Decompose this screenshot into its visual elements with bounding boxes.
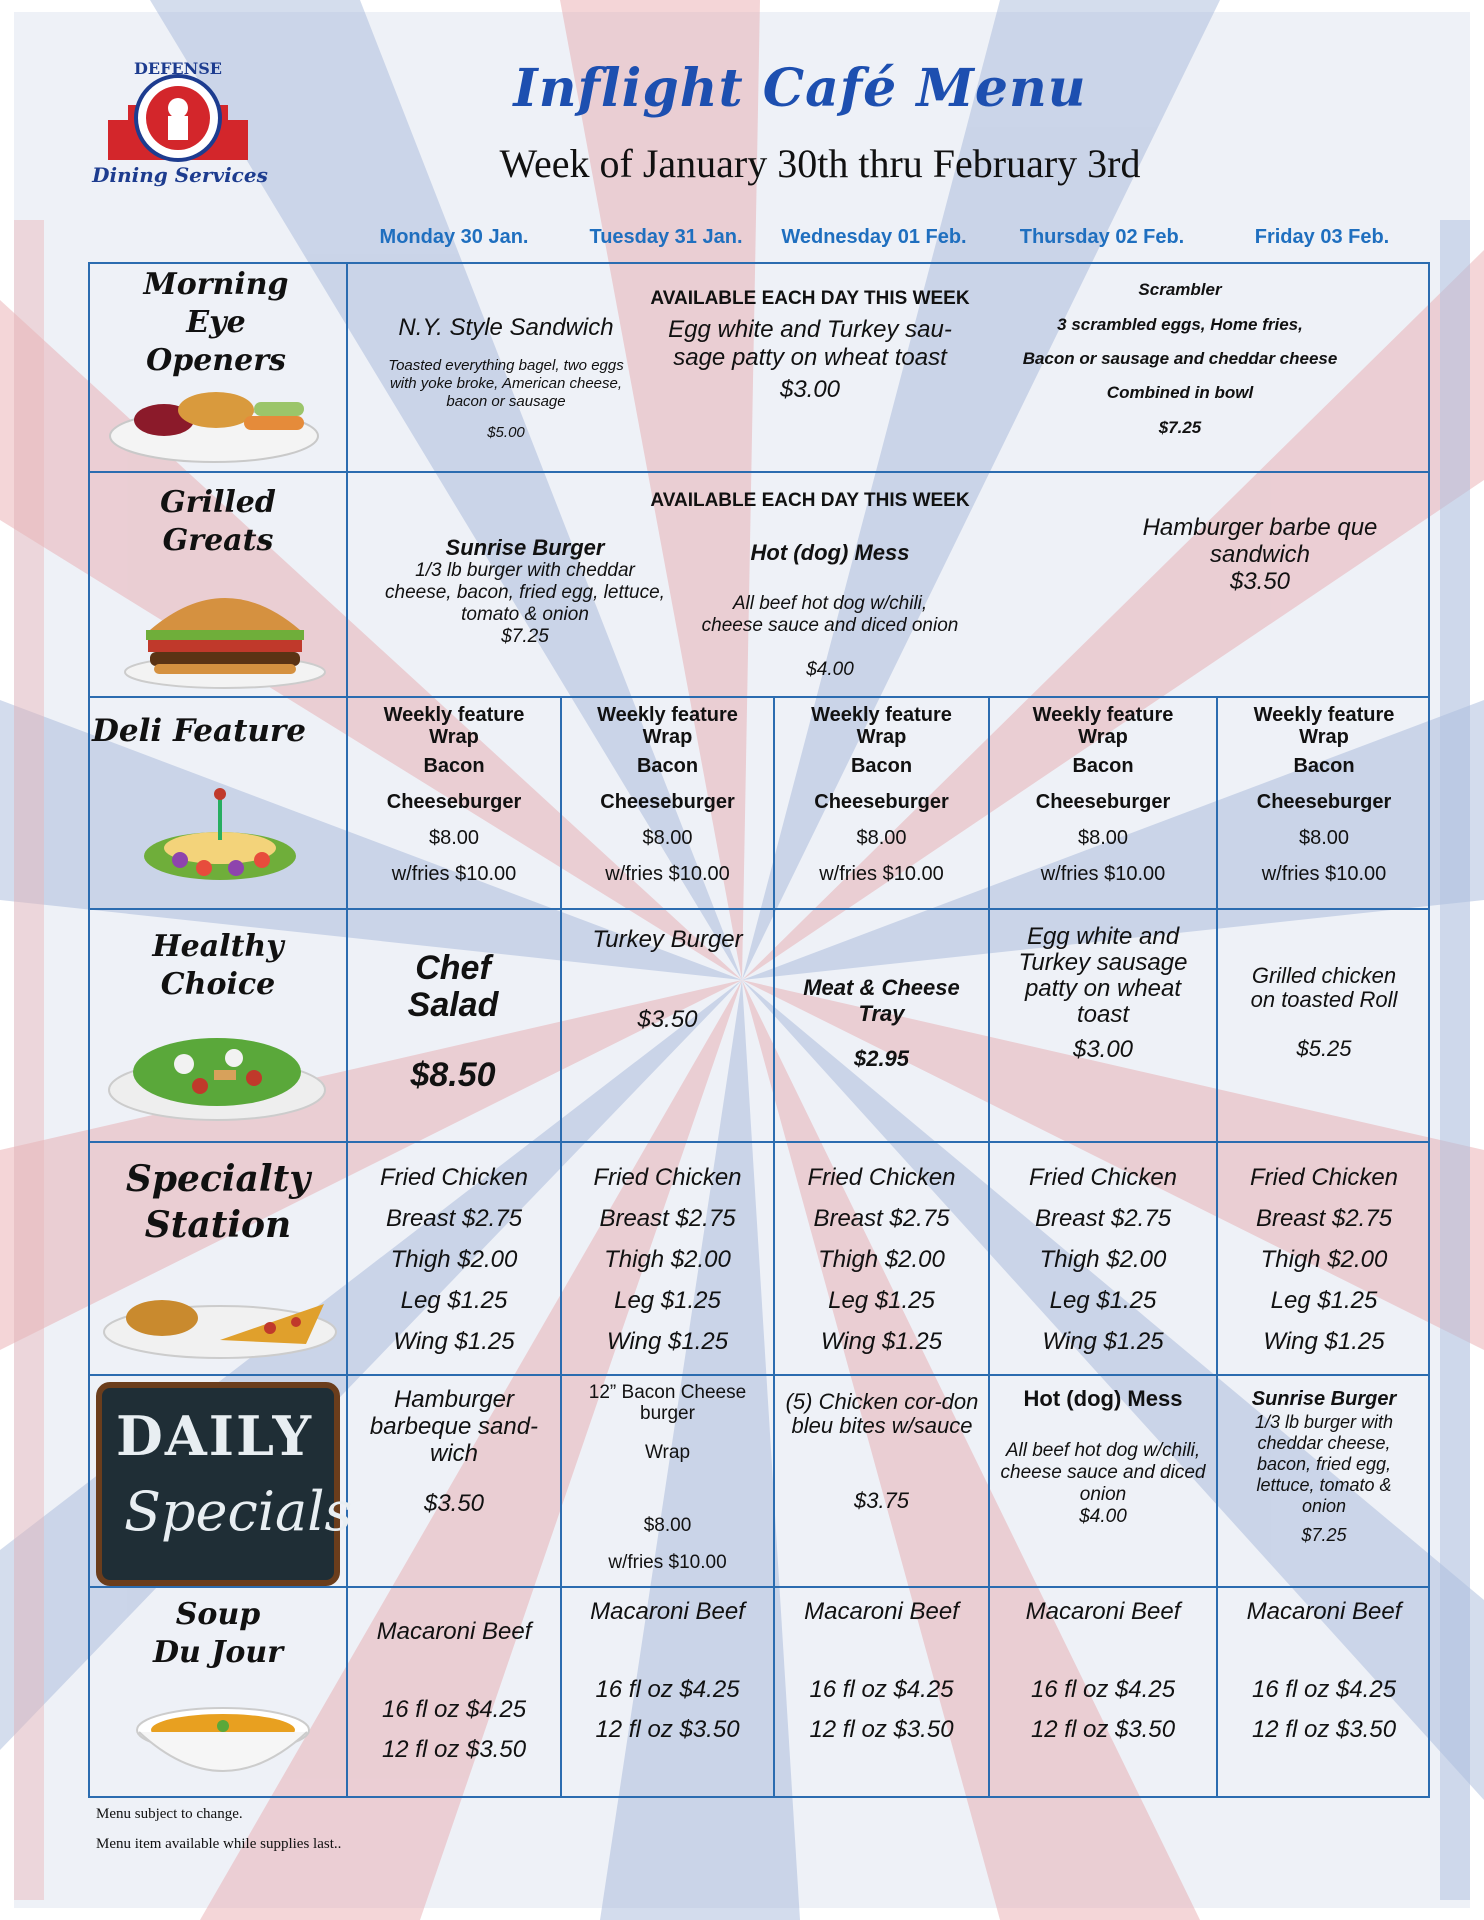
footer-note-supplies: Menu item available while supplies last.. (96, 1836, 342, 1852)
soup-tuesday-name: Macaroni Beef (590, 1598, 745, 1625)
row-divider (88, 696, 1430, 698)
chef-salad-price: $8.50 (410, 1056, 496, 1094)
daily-thursday-price: $4.00 (1079, 1506, 1127, 1527)
soup-wednesday-name: Macaroni Beef (804, 1598, 959, 1625)
daily-friday-desc: 1/3 lb burger with cheddar cheese, bacon, fried egg, lettuce, tomato & onion (1254, 1412, 1394, 1516)
soup-tuesday-12oz: 12 fl oz $3.50 (595, 1716, 740, 1743)
hot-dog-mess-title: Hot (dog) Mess (750, 540, 910, 565)
soup-wednesday-12oz: 12 fl oz $3.50 (809, 1716, 954, 1743)
sunrise-burger-desc: 1/3 lb burger with cheddar cheese, bacon, fried egg, lettuce, tomato & onion (385, 560, 665, 625)
soup-friday-name: Macaroni Beef (1246, 1598, 1402, 1625)
row-divider (88, 1374, 1430, 1376)
fried-chicken-pizza-image (100, 1270, 340, 1366)
daily-specials-chalkboard: DAILY Specials (96, 1382, 340, 1586)
scrambler-line-3: Combined in bowl (1106, 383, 1254, 402)
soup-friday-12oz: 12 fl oz $3.50 (1251, 1716, 1397, 1743)
row-divider (88, 1141, 1430, 1143)
meat-cheese-tray-title: Meat & Cheese Tray (803, 975, 960, 1026)
deli-platter-image (140, 786, 300, 886)
svg-text:Dining Services: Dining Services (92, 163, 268, 187)
scrambler-price: $7.25 (1158, 418, 1202, 437)
grilled-chicken-roll-price: $5.25 (1296, 1036, 1352, 1061)
daily-monday-price: $3.50 (423, 1490, 485, 1517)
deli-cell-wednesday: Weekly feature Wrap Bacon Cheeseburger $8.00 w/fries $10.00 (811, 704, 952, 885)
soup-monday-16oz: 16 fl oz $4.25 (381, 1696, 527, 1723)
deli-cell-thursday: Weekly feature Wrap Bacon Cheeseburger $8.00 w/fries $10.00 (1032, 704, 1174, 885)
soup-monday-12oz: 12 fl oz $3.50 (381, 1736, 527, 1763)
specialty-cell-monday: Fried Chicken Breast $2.75 Thigh $2.00 Leg $1.25 Wing $1.25 (379, 1164, 529, 1355)
daily-tuesday-fries: w/fries $10.00 (608, 1552, 727, 1573)
daily-wednesday-price: $3.75 (853, 1488, 910, 1513)
row-divider (88, 471, 1430, 473)
meat-cheese-tray-price: $2.95 (853, 1046, 910, 1071)
specialty-cell-tuesday: Fried Chicken Breast $2.75 Thigh $2.00 Leg $1.25 Wing $1.25 (593, 1164, 742, 1355)
healthy-egg-white-price: $3.00 (1072, 1036, 1134, 1063)
soup-thursday-16oz: 16 fl oz $4.25 (1030, 1676, 1176, 1703)
specialty-cell-wednesday: Fried Chicken Breast $2.75 Thigh $2.00 Leg $1.25 Wing $1.25 (807, 1164, 956, 1355)
daily-friday-price: $7.25 (1301, 1525, 1347, 1545)
egg-white-sandwich-title: Egg white and Turkey sau-sage patty on wheat toast (668, 316, 952, 371)
daily-thursday-desc: All beef hot dog w/chili, cheese sauce and diced onion (1000, 1440, 1206, 1505)
scrambler-line-1: 3 scrambled eggs, Home fries, (1057, 315, 1303, 334)
category-soup-du-jour: Soup Du Jour (152, 1597, 284, 1670)
soup-thursday-12oz: 12 fl oz $3.50 (1030, 1716, 1176, 1743)
column-divider (346, 262, 348, 1798)
bbq-sandwich-title: Hamburger barbe que sandwich (1142, 514, 1378, 568)
turkey-burger-title: Turkey Burger (592, 926, 743, 953)
soup-monday-name: Macaroni Beef (376, 1618, 532, 1645)
sunrise-burger-price: $7.25 (501, 626, 549, 647)
ny-sandwich-price: $5.00 (487, 424, 525, 441)
day-header-monday: Monday 30 Jan. (379, 226, 529, 248)
hot-dog-mess-price: $4.00 (806, 659, 854, 680)
daily-monday-title: Hamburger barbeque sand-wich (369, 1386, 539, 1467)
footer-note-change: Menu subject to change. (96, 1806, 243, 1822)
soup-bowl-image (128, 1690, 318, 1790)
category-specialty-station: Specialty Station (125, 1158, 311, 1246)
morning-available-note: AVAILABLE EACH DAY THIS WEEK (650, 288, 970, 309)
soup-wednesday-16oz: 16 fl oz $4.25 (809, 1676, 954, 1703)
daily-friday-title: Sunrise Burger (1251, 1388, 1397, 1410)
day-header-thursday: Thursday 02 Feb. (1019, 226, 1185, 248)
category-healthy-choice: Healthy Choice (152, 929, 284, 1002)
specialty-cell-thursday: Fried Chicken Breast $2.75 Thigh $2.00 Leg $1.25 Wing $1.25 (1028, 1164, 1178, 1355)
grilled-available-note: AVAILABLE EACH DAY THIS WEEK (650, 490, 970, 511)
chef-salad-title: Chef Salad (407, 949, 499, 1024)
category-deli-feature: Deli Feature (92, 713, 306, 749)
svg-text:DEFENSE: DEFENSE (134, 59, 222, 78)
daily-wednesday-title: (5) Chicken cor-don bleu bites w/sauce (785, 1389, 979, 1438)
hot-dog-mess-desc: All beef hot dog w/chili, cheese sauce and diced onion (701, 593, 959, 636)
bbq-sandwich-price: $3.50 (1229, 568, 1291, 595)
breakfast-plate-image (104, 370, 324, 466)
day-header-tuesday: Tuesday 31 Jan. (589, 226, 743, 248)
daily-tuesday-title: 12” Bacon Cheese burger (588, 1382, 747, 1424)
row-divider (88, 1586, 1430, 1588)
day-header-friday: Friday 03 Feb. (1254, 226, 1390, 248)
soup-tuesday-16oz: 16 fl oz $4.25 (595, 1676, 740, 1703)
egg-white-sandwich-price: $3.00 (779, 376, 841, 403)
specialty-cell-friday: Fried Chicken Breast $2.75 Thigh $2.00 Leg $1.25 Wing $1.25 (1249, 1164, 1399, 1355)
healthy-egg-white-title: Egg white and Turkey sausage patty on wheat toast (1018, 923, 1188, 1028)
deli-cell-monday: Weekly feature Wrap Bacon Cheeseburger $8.00 w/fries $10.00 (383, 704, 525, 885)
soup-friday-16oz: 16 fl oz $4.25 (1251, 1676, 1397, 1703)
soup-thursday-name: Macaroni Beef (1025, 1598, 1181, 1625)
turkey-burger-price: $3.50 (637, 1006, 698, 1033)
day-header-wednesday: Wednesday 01 Feb. (781, 226, 967, 248)
salad-image (104, 1010, 330, 1128)
category-grilled-greats: Grilled Greats (160, 485, 276, 558)
deli-cell-tuesday: Weekly feature Wrap Bacon Cheeseburger $8.00 w/fries $10.00 (597, 704, 738, 885)
ny-sandwich-title: N.Y. Style Sandwich (398, 314, 614, 341)
daily-tuesday-price: $8.00 (643, 1515, 692, 1536)
scrambler-title: Scrambler (1138, 280, 1222, 299)
deli-cell-friday: Weekly feature Wrap Bacon Cheeseburger $8.00 w/fries $10.00 (1253, 704, 1395, 885)
row-divider (88, 908, 1430, 910)
daily-thursday-title: Hot (dog) Mess (1023, 1386, 1183, 1411)
scrambler-line-2: Bacon or sausage and cheddar cheese (1022, 349, 1338, 368)
category-morning-eye-openers: Morning Eye Openers (143, 267, 289, 378)
ny-sandwich-desc: Toasted everything bagel, two eggs with yoke broke, American cheese, bacon or sausage (388, 357, 624, 410)
week-subtitle: Week of January 30th thru February 3rd (499, 141, 1141, 186)
sunrise-burger-title: Sunrise Burger (445, 535, 605, 560)
menu-title: Inflight Café Menu (513, 58, 1087, 119)
daily-tuesday-wrap: Wrap (644, 1442, 691, 1463)
burger-image (120, 572, 330, 692)
grilled-chicken-roll-title: Grilled chicken on toasted Roll (1250, 963, 1398, 1012)
defense-dining-logo (88, 50, 268, 200)
